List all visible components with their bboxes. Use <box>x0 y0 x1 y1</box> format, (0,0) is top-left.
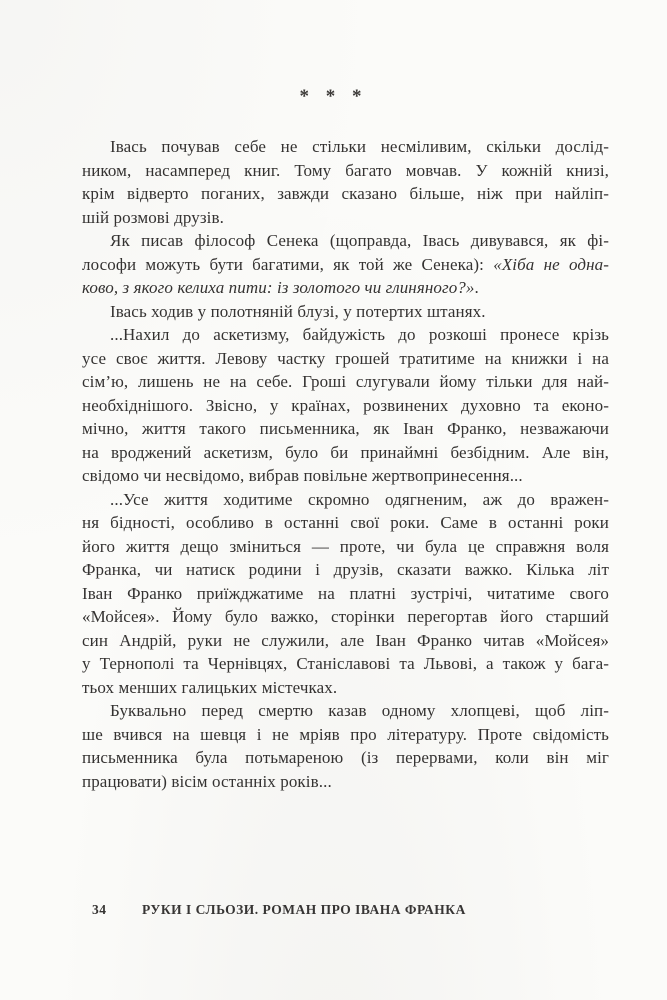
text-line: працювати) вісім останніх років... <box>82 771 332 791</box>
text-line: його життя дещо зміниться — проте, чи була це справжня воля <box>82 536 609 556</box>
text-line: крім відверто поганих, завжди сказано більше, ніж при найліп- <box>82 184 609 203</box>
paragraph <box>82 699 609 793</box>
text-line: ...Усе життя ходитиме скромно одягненим, аж до вражен- <box>110 489 609 509</box>
text-line: у Тернополі та Чернівцях, Станіславові та Львові, а також у бага- <box>82 654 609 673</box>
text-line: Як писав філософ Сенека (щоправда, Івась дивувався, як фі- <box>110 231 609 250</box>
text-line: свідомо чи несвідомо, вибрав повільне жертвопринесення... <box>82 466 523 485</box>
page-footer <box>82 902 609 918</box>
text-line: шій розмові друзів. <box>82 207 224 227</box>
text-line: син Андрій, руки не служили, але Іван Франко читав «Мойсея» <box>82 630 609 650</box>
text-line: Іван Франко приїжджатиме на платні зустрічі, читатиме свого <box>82 583 609 603</box>
page-number: 34 <box>92 902 107 917</box>
text-line: на вроджений аскетизм, було би принаймні безбідним. Але він, <box>82 442 609 462</box>
text-line: Франка, чи натиск родини і друзів, сказати важко. Кілька літ <box>82 560 609 579</box>
paragraph <box>82 229 609 300</box>
text-line: необхіднішого. Звісно, у країнах, розвинених духовно та еконо- <box>82 395 609 415</box>
text-line: письменника була потьмареною (із перервами, коли він міг <box>82 748 609 767</box>
text-line: Буквально перед смертю казав одному хлопцеві, щоб ліп- <box>110 701 609 720</box>
text-line: Івась почував себе не стільки несміливим, скільки дослід- <box>110 137 609 156</box>
text-line: лософи можуть бути багатими, як той же Сенека): «Хіба не одна- <box>82 254 609 274</box>
text-line: ником, насамперед книг. Тому багато мовчав. У кожній книзі, <box>82 160 609 180</box>
text-line: ня бідності, особливо в останні свої роки. Саме в останні роки <box>82 513 609 532</box>
text-line: сім’ю, лишень не на себе. Гроші слугували йому тільки для най- <box>82 372 609 391</box>
italic-quote: «Хіба не одна- <box>493 254 609 274</box>
paragraph <box>82 135 609 229</box>
page-body <box>82 135 609 793</box>
section-divider: * * * <box>299 86 368 107</box>
text-line: ше вчився на шевця і не мріяв про літературу. Проте свідомість <box>82 724 609 744</box>
text-line: усе своє життя. Левову частку грошей тратитиме на книжки і на <box>82 348 609 368</box>
text-line: ...Нахил до аскетизму, байдужість до розкоші пронесе крізь <box>110 325 609 344</box>
paragraph <box>82 488 609 700</box>
text-line: тьох менших галицьких містечках. <box>82 677 338 697</box>
italic-quote: ково, з якого келиха пити: із золотого чи глиняного?» <box>82 278 475 297</box>
running-title: РУКИ І СЛЬОЗИ. РОМАН ПРО ІВАНА ФРАНКА <box>142 902 466 917</box>
text-line: ково, з якого келиха пити: із золотого чи глиняного?». <box>82 278 479 297</box>
paragraph <box>82 300 609 324</box>
text-line: «Мойсея». Йому було важко, сторінки перегортав його старший <box>82 607 609 626</box>
paragraph <box>82 323 609 488</box>
text-line: мічно, життя такого письменника, як Іван Франко, незважаючи <box>82 419 609 438</box>
text-line: Івась ходив у полотняній блузі, у потертих штанях. <box>110 301 486 321</box>
